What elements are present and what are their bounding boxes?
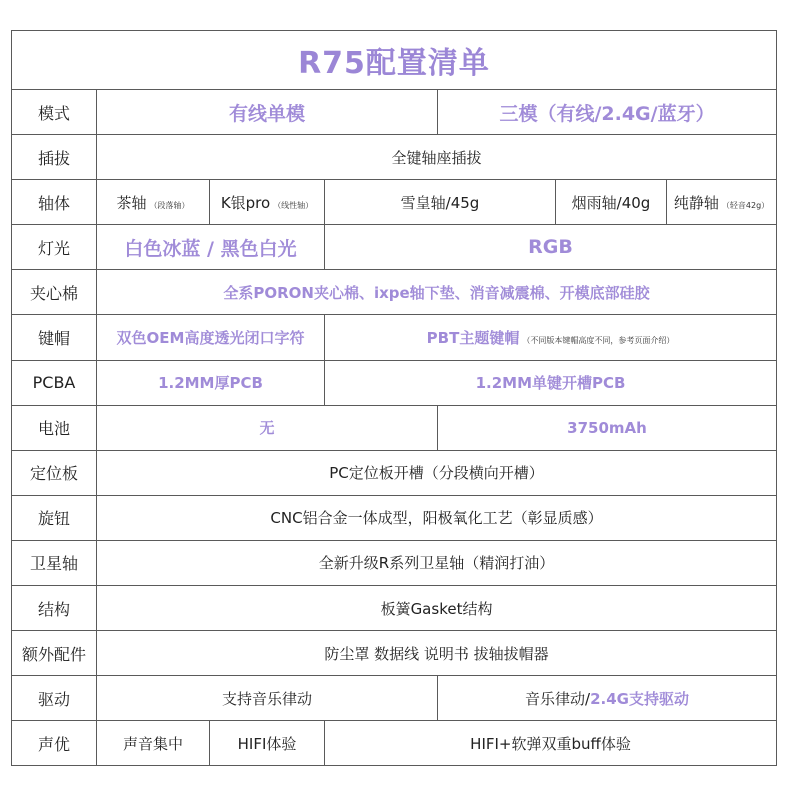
keycaps-b-note: （不同版本键帽高度不同，参考页面介绍） [522, 336, 675, 346]
row-label: 驱动 [12, 676, 97, 721]
row-label: 卫星轴 [12, 540, 97, 585]
driver-a: 支持音乐律动 [97, 676, 438, 721]
row-label: 模式 [12, 90, 97, 135]
battery-a: 无 [97, 405, 438, 450]
switch-cell [210, 180, 325, 225]
mode-tri: 三模（有线/2.4G/蓝牙） [438, 90, 777, 135]
page-title: R75配置清单 [12, 31, 777, 90]
table-row-driver [12, 676, 777, 721]
knob-value: CNC铝合金一体成型，阳极氧化工艺（彰显质感） [97, 495, 777, 540]
lighting-a: 白色冰蓝 / 黑色白光 [97, 225, 325, 270]
driver-b-highlight: 2.4G支持驱动 [590, 689, 689, 708]
row-label: 结构 [12, 586, 97, 631]
spec-sheet [11, 30, 776, 800]
hotswap-value: 全键轴座插拔 [97, 135, 777, 180]
keycaps-b-cell [325, 315, 777, 360]
table-row-battery [12, 405, 777, 450]
lighting-b: RGB [325, 225, 777, 270]
table-row-keycaps [12, 315, 777, 360]
pcba-a: 1.2MM厚PCB [97, 360, 325, 405]
pcba-b: 1.2MM单键开槽PCB [325, 360, 777, 405]
sound-a: 声音集中 [97, 721, 210, 766]
switch-note: （轻音42g） [721, 200, 770, 210]
row-label: 旋钮 [12, 495, 97, 540]
table-row-mode [12, 90, 777, 135]
switch-cell [556, 180, 667, 225]
row-label: 键帽 [12, 315, 97, 360]
switch-cell [97, 180, 210, 225]
switch-name: 茶轴 [116, 193, 147, 212]
switch-name: 纯静轴 [673, 193, 719, 212]
keycaps-a: 双色OEM高度透光闭口字符 [97, 315, 325, 360]
table-row-sound [12, 721, 777, 766]
switch-name: 雪皇轴/45g [400, 193, 480, 212]
row-label: PCBA [12, 360, 97, 405]
table-row-foam [12, 270, 777, 315]
row-label: 额外配件 [12, 631, 97, 676]
row-label: 插拔 [12, 135, 97, 180]
battery-b: 3750mAh [438, 405, 777, 450]
switch-cell [325, 180, 556, 225]
table-row-structure [12, 586, 777, 631]
switch-cell [667, 180, 777, 225]
table-row-accessories [12, 631, 777, 676]
driver-b-cell [438, 676, 777, 721]
table-row-pcba [12, 360, 777, 405]
switch-name: 烟雨轴/40g [571, 193, 651, 212]
table-row-switches [12, 180, 777, 225]
table-row-knob [12, 495, 777, 540]
switch-name: K银pro [220, 193, 271, 212]
switch-note: （段落轴） [149, 200, 190, 210]
mode-wired: 有线单模 [97, 90, 438, 135]
table-row-lighting [12, 225, 777, 270]
sound-c: HIFI+软弹双重buff体验 [325, 721, 777, 766]
keycaps-b: PBT主题键帽 [426, 329, 520, 348]
row-label: 声优 [12, 721, 97, 766]
sound-b: HIFI体验 [210, 721, 325, 766]
spec-table [11, 30, 777, 766]
foam-value: 全系PORON夹心棉、ixpe轴下垫、消音减震棉、开模底部硅胶 [97, 270, 777, 315]
plate-value: PC定位板开槽（分段横向开槽） [97, 450, 777, 495]
structure-value: 板簧Gasket结构 [97, 586, 777, 631]
row-label: 电池 [12, 405, 97, 450]
switch-note: （线性轴） [273, 200, 314, 210]
driver-b-plain: 音乐律动/ [525, 689, 591, 708]
row-label: 灯光 [12, 225, 97, 270]
row-label: 定位板 [12, 450, 97, 495]
table-row-stabilizer [12, 540, 777, 585]
table-row-plate [12, 450, 777, 495]
table-row-hotswap [12, 135, 777, 180]
row-label: 轴体 [12, 180, 97, 225]
stabilizer-value: 全新升级R系列卫星轴（精润打油） [97, 540, 777, 585]
row-label: 夹心棉 [12, 270, 97, 315]
accessories-value: 防尘罩 数据线 说明书 拔轴拔帽器 [97, 631, 777, 676]
